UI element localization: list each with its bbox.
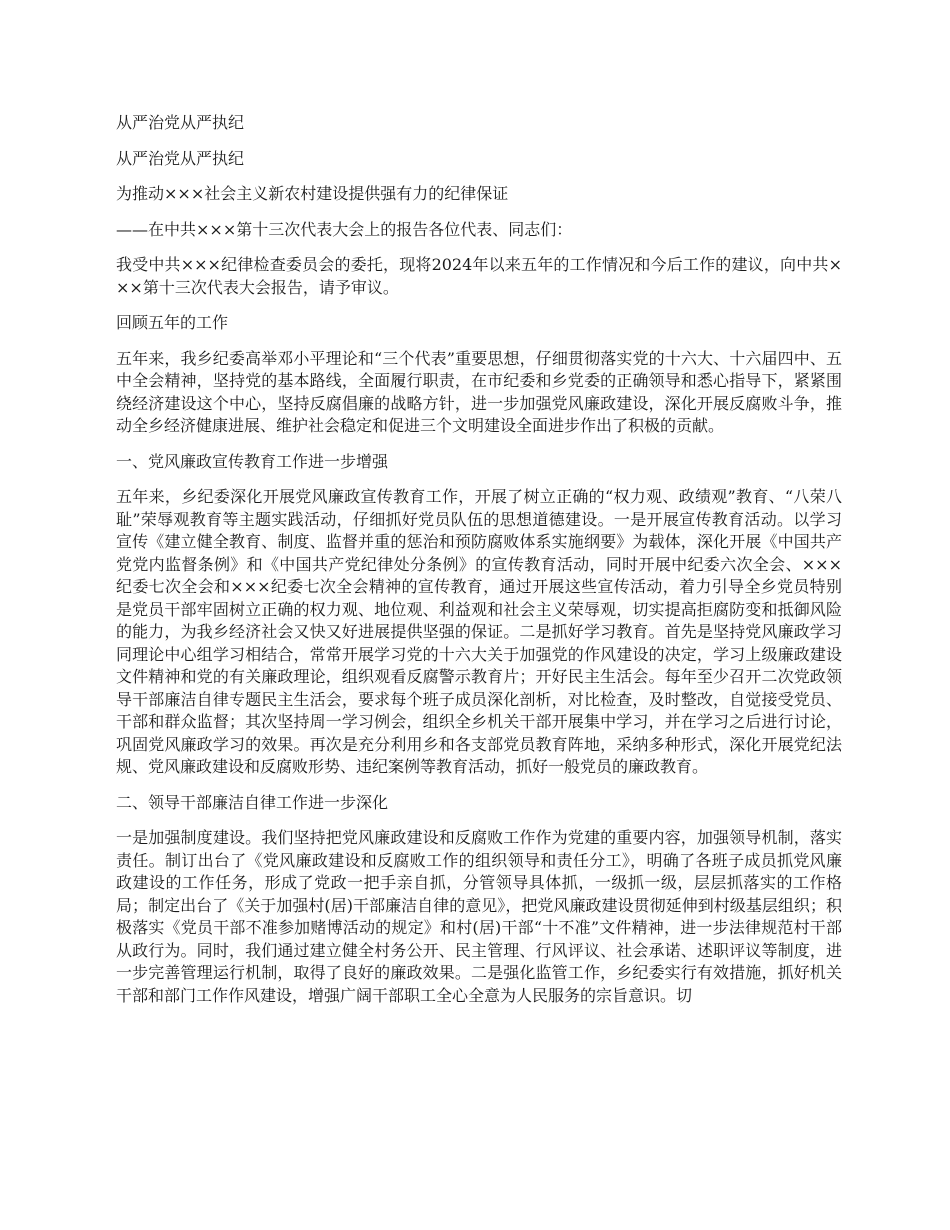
section-1-paragraph: 五年来，乡纪委深化开展党风廉政宣传教育工作，开展了树立正确的“权力观、政绩观”教育、“八荣八耻”荣辱观教育等主题实践活动，仔细抓好党员队伍的思想道德建设。一是开展宣传教育活动。以学习宣传《建立健全教育、制度、监督并重的惩治和预防腐败体系实施纲要》为载体，深化开展《中国共产党党内监督条例》和《中国共产党纪律处分条例》的宣传教育活动，同时开展中纪委六次全会、×××纪委七次全会和×××纪委七次全会精神的宣传教育，通过开展这些宣传活动，着力引导全乡党员特别是党员干部牢固树立正确的权力观、地位观、利益观和社会主义荣辱观，切实提高拒腐防变和抵御风险的能力，为我乡经济社会又快又好进展提供坚强的保证。二是抓好学习教育。首先是坚持党风廉政学习同理论中心组学习相结合，常常开展学习党的十六大关于加强党的作风建设的决定，学习上级廉政建设文件精神和党的有关廉政理论，组织观看反腐警示教育片；开好民主生活会。每年至少召开二次党政领导干部廉洁自律专题民主生活会，要求每个班子成员深化剖析，对比检查，及时整改，自觉接受党员、干部和群众监督；其次坚持周一学习例会，组织全乡机关干部开展集中学习，并在学习之后进行讨论，巩固党风廉政学习的效果。再次是充分利用乡和各支部党员教育阵地，采纳多种形式，深化开展党纪法规、党风廉政建设和反腐败形势、违纪案例等教育活动，抓好一般党员的廉政教育。 [116,487,842,776]
document-title-repeat: 从严治党从严执纪 [116,148,245,168]
document-subtitle: 为推动×××社会主义新农村建设提供强有力的纪律保证 [116,184,509,203]
document-page [116,112,842,1020]
document-byline: ——在中共×××第十三次代表大会上的报告各位代表、同志们： [116,219,573,239]
section-2-paragraph: 一是加强制度建设。我们坚持把党风廉政建设和反腐败工作作为党建的重要内容，加强领导机制，落实责任。制订出台了《党风廉政建设和反腐败工作的组织领导和责任分工》，明确了各班子成员抓党风廉政建设的工作任务，形成了党政一把手亲自抓，分管领导具体抓，一级抓一级，层层抓落实的工作格局；制定出台了《关于加强村(居)干部廉洁自律的意见》，把党风廉政建设贯彻延伸到村级基层组织；积极落实《党员干部不准参加赌博活动的规定》和村(居)干部“十不准”文件精神，进一步法律规范村干部从政行为。同时，我们通过建立健全村务公开、民主管理、行风评议、社会承诺、述职评议等制度，进一步完善管理运行机制，取得了良好的廉政效果。二是强化监管工作，乡纪委实行有效措施，抓好机关干部和部门工作作风建设，增强广阔干部职工全心全意为人民服务的宗旨意识。切 [116,828,842,1005]
section-heading-review: 回顾五年的工作 [116,313,229,332]
intro-paragraph: 我受中共×××纪律检查委员会的委托，现将2024年以来五年的工作情况和今后工作的建议，向中共×××第十三次代表大会报告，请予审议。 [116,255,842,297]
section-heading-1: 一、党风廉政宣传教育工作进一步增强 [116,451,389,471]
document-title: 从严治党从严执纪 [116,113,245,132]
review-paragraph: 五年来，我乡纪委高举邓小平理论和“三个代表”重要思想，仔细贯彻落实党的十六大、十六届四中、五中全会精神，坚持党的基本路线，全面履行职责，在市纪委和乡党委的正确领导和悉心指导下，紧紧围绕经济建设这个中心，坚持反腐倡廉的战略方针，进一步加强党风廉政建设，深化开展反腐败斗争，推动全乡经济健康进展、维护社会稳定和促进三个文明建设全面进步作出了积极的贡献。 [116,348,842,435]
section-heading-2: 二、领导干部廉洁自律工作进一步深化 [116,792,389,812]
